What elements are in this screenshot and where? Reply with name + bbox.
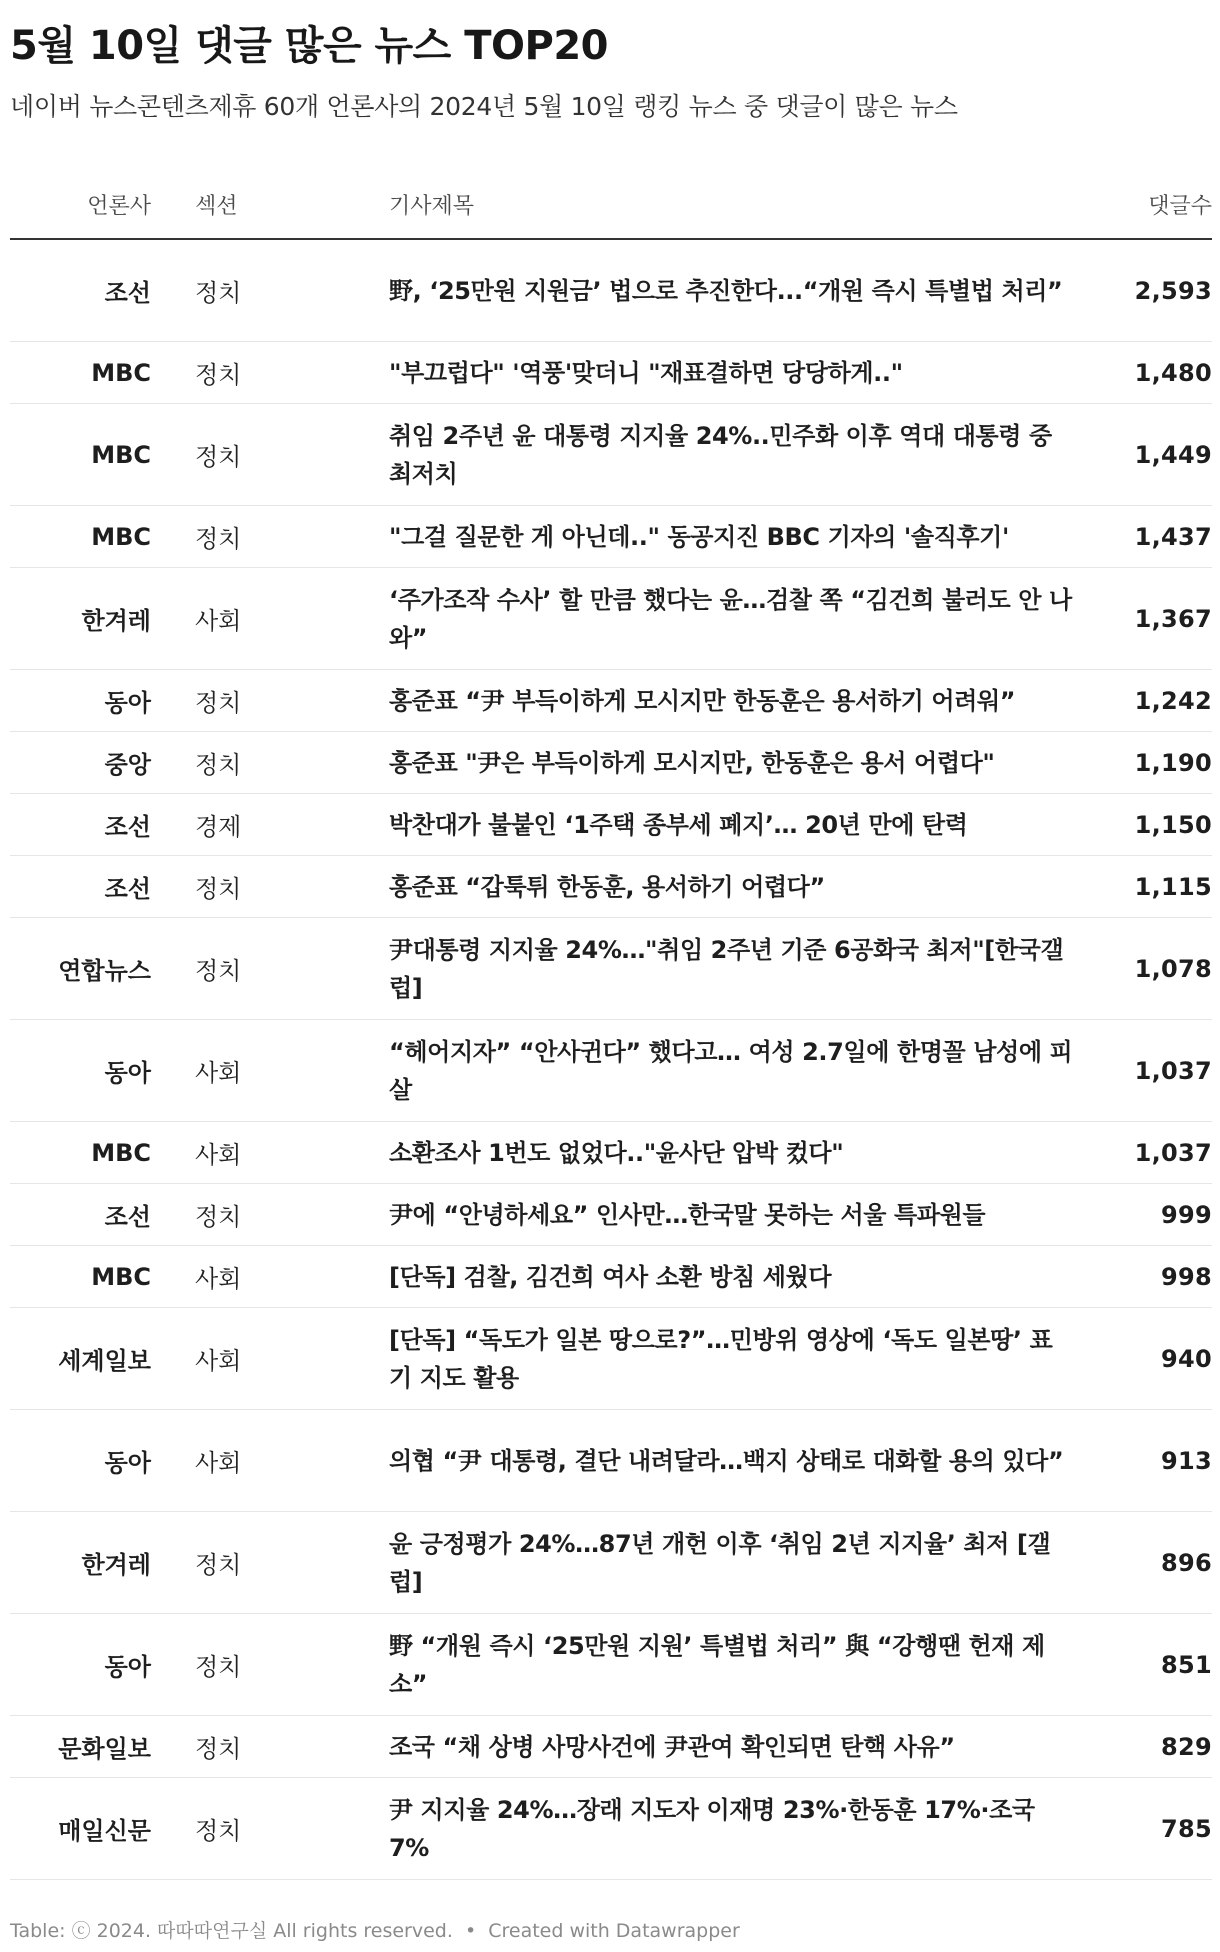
outlet-cell: MBC bbox=[10, 404, 151, 506]
outlet-cell: 조선 bbox=[10, 239, 151, 342]
comment-count-cell: 1,115 bbox=[1094, 856, 1212, 918]
comment-count-cell: 851 bbox=[1094, 1614, 1212, 1716]
outlet-cell: MBC bbox=[10, 506, 151, 568]
headline-cell: 소환조사 1번도 없었다.."윤사단 압박 컸다" bbox=[389, 1122, 1094, 1184]
news-table bbox=[10, 170, 1212, 1880]
headline-cell: [단독] 검찰, 김건희 여사 소환 방침 세웠다 bbox=[389, 1246, 1094, 1308]
section-cell: 정치 bbox=[159, 732, 389, 794]
gap-cell bbox=[151, 1308, 159, 1410]
table-row bbox=[10, 342, 1212, 404]
section-cell: 정치 bbox=[159, 856, 389, 918]
gap-cell bbox=[151, 856, 159, 918]
table-row bbox=[10, 1778, 1212, 1880]
comment-count-cell: 998 bbox=[1094, 1246, 1212, 1308]
outlet-cell: MBC bbox=[10, 342, 151, 404]
headline-cell: 홍준표 “갑툭튀 한동훈, 용서하기 어렵다” bbox=[389, 856, 1094, 918]
gap-cell bbox=[151, 1246, 159, 1308]
footer-credit[interactable]: Created with Datawrapper bbox=[488, 1920, 740, 1942]
section-cell: 정치 bbox=[159, 918, 389, 1020]
header-row bbox=[10, 170, 1212, 239]
comment-count-cell: 1,437 bbox=[1094, 506, 1212, 568]
section-cell: 정치 bbox=[159, 670, 389, 732]
outlet-cell: 조선 bbox=[10, 794, 151, 856]
chart-title: 5월 10일 댓글 많은 뉴스 TOP20 bbox=[10, 23, 609, 69]
column-header-headline[interactable]: 기사제목 bbox=[389, 170, 1094, 239]
section-cell: 정치 bbox=[159, 239, 389, 342]
headline-cell: 홍준표 “尹 부득이하게 모시지만 한동훈은 용서하기 어려워” bbox=[389, 670, 1094, 732]
outlet-cell: 연합뉴스 bbox=[10, 918, 151, 1020]
outlet-cell: 문화일보 bbox=[10, 1716, 151, 1778]
headline-cell: [단독] “독도가 일본 땅으로?”…민방위 영상에 ‘독도 일본땅’ 표기 지도 활용 bbox=[389, 1308, 1094, 1410]
outlet-cell: 매일신문 bbox=[10, 1778, 151, 1880]
comment-count-cell: 1,037 bbox=[1094, 1122, 1212, 1184]
gap-cell bbox=[151, 1020, 159, 1122]
comment-count-cell: 1,190 bbox=[1094, 732, 1212, 794]
headline-cell: 野 “개원 즉시 ‘25만원 지원’ 특별법 처리” 與 “강행땐 헌재 제소” bbox=[389, 1614, 1094, 1716]
headline-cell: 취임 2주년 윤 대통령 지지율 24%..민주화 이후 역대 대통령 중 최저치 bbox=[389, 404, 1094, 506]
comment-count-cell: 896 bbox=[1094, 1512, 1212, 1614]
gap-cell bbox=[151, 1184, 159, 1246]
gap-cell bbox=[151, 794, 159, 856]
chart-subtitle: 네이버 뉴스콘텐츠제휴 60개 언론사의 2024년 5월 10일 랭킹 뉴스 중 댓글이 많은 뉴스 bbox=[10, 92, 958, 121]
outlet-cell: 조선 bbox=[10, 856, 151, 918]
headline-cell: 野, ‘25만원 지원금’ 법으로 추진한다...“개원 즉시 특별법 처리” bbox=[389, 239, 1094, 342]
table-row bbox=[10, 568, 1212, 670]
outlet-cell: 조선 bbox=[10, 1184, 151, 1246]
gap-cell bbox=[151, 1122, 159, 1184]
headline-cell: ‘주가조작 수사’ 할 만큼 했다는 윤…검찰 쪽 “김건희 불러도 안 나와” bbox=[389, 568, 1094, 670]
column-gap bbox=[151, 170, 159, 239]
section-cell: 정치 bbox=[159, 342, 389, 404]
table-row bbox=[10, 1410, 1212, 1512]
section-cell: 사회 bbox=[159, 1020, 389, 1122]
table-row bbox=[10, 1716, 1212, 1778]
section-cell: 사회 bbox=[159, 1308, 389, 1410]
comment-count-cell: 1,449 bbox=[1094, 404, 1212, 506]
footer-separator: • bbox=[464, 1920, 477, 1942]
comment-count-cell: 1,480 bbox=[1094, 342, 1212, 404]
headline-cell: 조국 “채 상병 사망사건에 尹관여 확인되면 탄핵 사유” bbox=[389, 1716, 1094, 1778]
headline-cell: 박찬대가 불붙인 ‘1주택 종부세 폐지’… 20년 만에 탄력 bbox=[389, 794, 1094, 856]
comment-count-cell: 1,037 bbox=[1094, 1020, 1212, 1122]
comment-count-cell: 1,367 bbox=[1094, 568, 1212, 670]
comment-count-cell: 2,593 bbox=[1094, 239, 1212, 342]
section-cell: 사회 bbox=[159, 1122, 389, 1184]
gap-cell bbox=[151, 670, 159, 732]
column-header-comments[interactable]: 댓글수 bbox=[1094, 170, 1212, 239]
section-cell: 사회 bbox=[159, 1410, 389, 1512]
table-row bbox=[10, 1020, 1212, 1122]
headline-cell: "그걸 질문한 게 아닌데.." 동공지진 BBC 기자의 '솔직후기' bbox=[389, 506, 1094, 568]
gap-cell bbox=[151, 1512, 159, 1614]
section-cell: 정치 bbox=[159, 1716, 389, 1778]
outlet-cell: MBC bbox=[10, 1122, 151, 1184]
headline-cell: 尹대통령 지지율 24%…"취임 2주년 기준 6공화국 최저"[한국갤럽] bbox=[389, 918, 1094, 1020]
comment-count-cell: 1,242 bbox=[1094, 670, 1212, 732]
table-row bbox=[10, 239, 1212, 342]
comment-count-cell: 785 bbox=[1094, 1778, 1212, 1880]
table-row bbox=[10, 1122, 1212, 1184]
comment-count-cell: 940 bbox=[1094, 1308, 1212, 1410]
comment-count-cell: 829 bbox=[1094, 1716, 1212, 1778]
comment-count-cell: 1,078 bbox=[1094, 918, 1212, 1020]
headline-cell: 尹에 “안녕하세요” 인사만…한국말 못하는 서울 특파원들 bbox=[389, 1184, 1094, 1246]
column-header-outlet[interactable]: 언론사 bbox=[10, 170, 151, 239]
gap-cell bbox=[151, 1614, 159, 1716]
gap-cell bbox=[151, 568, 159, 670]
gap-cell bbox=[151, 1716, 159, 1778]
headline-cell: 윤 긍정평가 24%…87년 개헌 이후 ‘취임 2년 지지율’ 최저 [갤럽] bbox=[389, 1512, 1094, 1614]
outlet-cell: 동아 bbox=[10, 670, 151, 732]
headline-cell: “헤어지자” “안사귄다” 했다고… 여성 2.7일에 한명꼴 남성에 피살 bbox=[389, 1020, 1094, 1122]
table-row bbox=[10, 794, 1212, 856]
table-row bbox=[10, 404, 1212, 506]
outlet-cell: 동아 bbox=[10, 1410, 151, 1512]
gap-cell bbox=[151, 732, 159, 794]
gap-cell bbox=[151, 918, 159, 1020]
outlet-cell: 한겨레 bbox=[10, 1512, 151, 1614]
section-cell: 정치 bbox=[159, 1512, 389, 1614]
table-row bbox=[10, 1614, 1212, 1716]
table-row bbox=[10, 1246, 1212, 1308]
table-row bbox=[10, 1308, 1212, 1410]
gap-cell bbox=[151, 342, 159, 404]
gap-cell bbox=[151, 506, 159, 568]
table-row bbox=[10, 1512, 1212, 1614]
table-row bbox=[10, 856, 1212, 918]
comment-count-cell: 913 bbox=[1094, 1410, 1212, 1512]
table-row bbox=[10, 732, 1212, 794]
headline-cell: "부끄럽다" '역풍'맞더니 "재표결하면 당당하게.." bbox=[389, 342, 1094, 404]
headline-cell: 의협 “尹 대통령, 결단 내려달라…백지 상태로 대화할 용의 있다” bbox=[389, 1410, 1094, 1512]
section-cell: 경제 bbox=[159, 794, 389, 856]
outlet-cell: 동아 bbox=[10, 1614, 151, 1716]
section-cell: 사회 bbox=[159, 1246, 389, 1308]
section-cell: 정치 bbox=[159, 1778, 389, 1880]
outlet-cell: MBC bbox=[10, 1246, 151, 1308]
gap-cell bbox=[151, 404, 159, 506]
headline-cell: 홍준표 "尹은 부득이하게 모시지만, 한동훈은 용서 어렵다" bbox=[389, 732, 1094, 794]
section-cell: 정치 bbox=[159, 506, 389, 568]
comment-count-cell: 1,150 bbox=[1094, 794, 1212, 856]
headline-cell: 尹 지지율 24%…장래 지도자 이재명 23%·한동훈 17%·조국 7% bbox=[389, 1778, 1094, 1880]
table-row bbox=[10, 506, 1212, 568]
outlet-cell: 세계일보 bbox=[10, 1308, 151, 1410]
table-row bbox=[10, 670, 1212, 732]
footer bbox=[10, 1916, 740, 1943]
table-row bbox=[10, 918, 1212, 1020]
comment-count-cell: 999 bbox=[1094, 1184, 1212, 1246]
table-row bbox=[10, 1184, 1212, 1246]
gap-cell bbox=[151, 239, 159, 342]
gap-cell bbox=[151, 1778, 159, 1880]
section-cell: 사회 bbox=[159, 568, 389, 670]
outlet-cell: 중앙 bbox=[10, 732, 151, 794]
outlet-cell: 동아 bbox=[10, 1020, 151, 1122]
section-cell: 정치 bbox=[159, 404, 389, 506]
gap-cell bbox=[151, 1410, 159, 1512]
column-header-section[interactable]: 섹션 bbox=[159, 170, 389, 239]
section-cell: 정치 bbox=[159, 1184, 389, 1246]
section-cell: 정치 bbox=[159, 1614, 389, 1716]
footer-source: Table: ⓒ 2024. 따따따연구실 All rights reserved. bbox=[10, 1920, 453, 1942]
table-body bbox=[10, 239, 1212, 1880]
outlet-cell: 한겨레 bbox=[10, 568, 151, 670]
